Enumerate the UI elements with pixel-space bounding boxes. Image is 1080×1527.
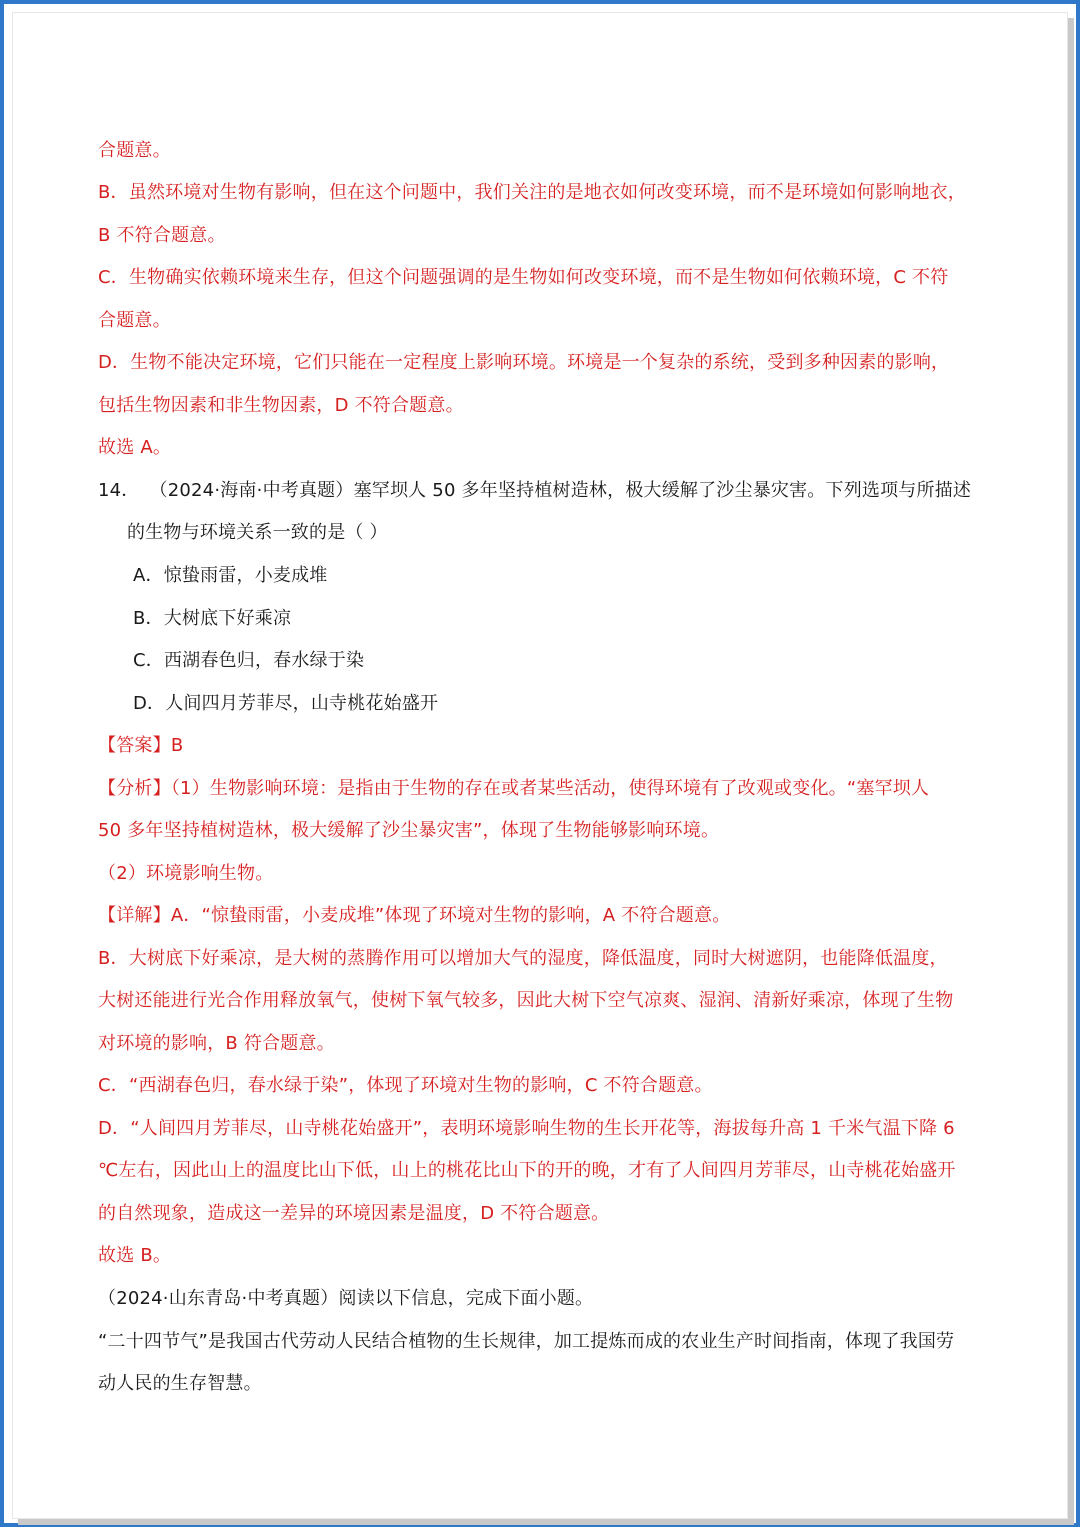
text-line: 合题意。 xyxy=(98,310,171,331)
next-paragraph-line1: “二十四节气”是我国古代劳动人民结合植物的生长规律，加工提炼而成的农业生产时间指南，体现了我国劳 xyxy=(98,1331,955,1352)
detail-text-line: ℃左右，因此山上的温度比山下低，山上的桃花比山下的开的晚，才有了人间四月芳菲尽，山寺桃花始盛开 xyxy=(98,1160,956,1181)
option-c: C．西湖春色归，春水绿于染 xyxy=(133,650,365,671)
option-b: B．大树底下好乘凉 xyxy=(133,608,292,629)
text-line: 包括生物因素和非生物因素，D 不符合题意。 xyxy=(98,395,464,416)
question-stem xyxy=(98,479,971,503)
detail-text-line: B．大树底下好乘凉，是大树的蒸腾作用可以增加大气的湿度，降低温度，同时大树遮阴，也能降低温度， xyxy=(98,948,948,969)
question-text-line1: （2024·海南·中考真题）塞罕坝人 50 多年坚持植树造林，极大缓解了沙尘暴灾害。下列选项与所描述 xyxy=(149,480,972,501)
option-d: D．人间四月芳菲尽，山寺桃花始盛开 xyxy=(133,693,439,714)
answer-tag: 【答案】 xyxy=(98,735,171,756)
detail-text-line1: A．“惊蛰雨雷，小麦成堆”体现了环境对生物的影响，A 不符合题意。 xyxy=(170,905,731,926)
analysis-text-line3: （2）环境影响生物。 xyxy=(98,863,274,884)
text-line: B．虽然环境对生物有影响，但在这个问题中，我们关注的是地衣如何改变环境，而不是环境如何影响地衣， xyxy=(98,182,966,203)
question-number: 14． xyxy=(98,480,140,501)
next-question-intro: （2024·山东青岛·中考真题）阅读以下信息，完成下面小题。 xyxy=(98,1288,594,1309)
text-line: 故选 A。 xyxy=(98,437,172,458)
next-paragraph-line2: 动人民的生存智慧。 xyxy=(98,1373,262,1394)
analysis-text-line1: （1）生物影响环境：是指由于生物的存在或者某些活动，使得环境有了改观或变化。“塞罕坝人 xyxy=(170,778,930,799)
answer-value: B xyxy=(170,735,184,756)
analysis-tag: 【分析】 xyxy=(98,778,171,799)
detail-text-line: 对环境的影响，B 符合题意。 xyxy=(98,1033,335,1054)
detail-text-line: 的自然现象，造成这一差异的环境因素是温度，D 不符合题意。 xyxy=(98,1203,610,1224)
option-a: A．惊蛰雨雷，小麦成堆 xyxy=(133,565,328,586)
text-line: 合题意。 xyxy=(98,140,171,161)
answer-line xyxy=(98,734,183,758)
text-line: C．生物确实依赖环境来生存，但这个问题强调的是生物如何改变环境，而不是生物如何依赖环境，C 不符 xyxy=(98,267,949,288)
detail-text-line: 故选 B。 xyxy=(98,1245,172,1266)
text-line: D．生物不能决定环境，它们只能在一定程度上影响环境。环境是一个复杂的系统，受到多种因素的影响， xyxy=(98,352,950,373)
detail-text-line: D．“人间四月芳菲尽，山寺桃花始盛开”，表明环境影响生物的生长开花等，海拔每升高 1 千米气温下降 6 xyxy=(98,1118,955,1139)
detail-text-line: 大树还能进行光合作用释放氧气，使树下氧气较多，因此大树下空气凉爽、湿润、清新好乘凉，体现了生物 xyxy=(98,990,954,1011)
text-line: B 不符合题意。 xyxy=(98,225,226,246)
detail-text-line: C．“西湖春色归，春水绿于染”，体现了环境对生物的影响，C 不符合题意。 xyxy=(98,1075,713,1096)
analysis-line xyxy=(98,777,929,801)
analysis-text-line2: 50 多年坚持植树造林，极大缓解了沙尘暴灾害”，体现了生物能够影响环境。 xyxy=(98,820,720,841)
detail-tag: 【详解】 xyxy=(98,905,171,926)
detail-line xyxy=(98,904,730,928)
question-text-line2: 的生物与环境关系一致的是（ ） xyxy=(127,522,388,543)
